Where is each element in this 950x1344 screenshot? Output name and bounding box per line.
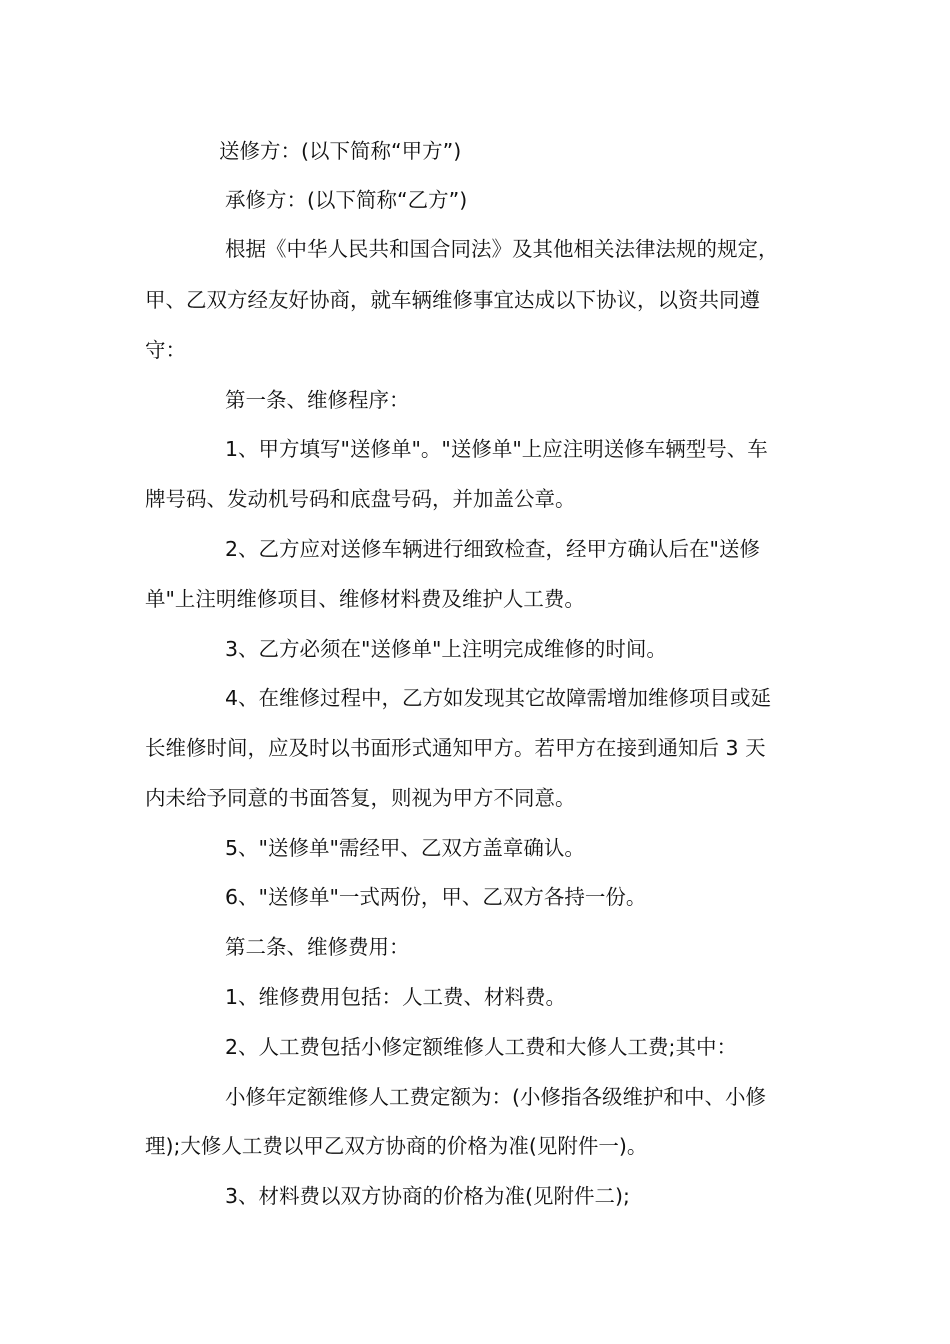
- article-1-item-2-line-2: 单"上注明维修项目、维修材料费及维护人工费。: [145, 587, 585, 611]
- article-1-heading: 第一条、维修程序：: [225, 388, 410, 412]
- article-1-item-1-line-2: 牌号码、发动机号码和底盘号码，并加盖公章。: [145, 487, 576, 511]
- article-1-item-1-line-1: 1、甲方填写"送修单"。"送修单"上应注明送修车辆型号、车: [225, 437, 768, 461]
- article-2-item-3: 3、材料费以双方协商的价格为准(见附件二);: [225, 1184, 630, 1208]
- article-2-item-1: 1、维修费用包括：人工费、材料费。: [225, 985, 567, 1009]
- article-2-heading: 第二条、维修费用：: [225, 935, 410, 959]
- article-2-item-2-detail-line-2: 理);大修人工费以甲乙双方协商的价格为准(见附件一)。: [145, 1134, 648, 1158]
- article-1-item-5: 5、"送修单"需经甲、乙双方盖章确认。: [225, 836, 585, 860]
- article-1-item-4-line-2: 长维修时间，应及时以书面形式通知甲方。若甲方在接到通知后 3 天: [145, 736, 766, 760]
- article-1-item-3: 3、乙方必须在"送修单"上注明完成维修的时间。: [225, 637, 667, 661]
- article-2-item-2: 2、人工费包括小修定额维修人工费和大修人工费;其中：: [225, 1035, 737, 1059]
- preamble-line-2: 甲、乙双方经友好协商，就车辆维修事宜达成以下协议，以资共同遵: [145, 288, 760, 312]
- preamble-line-1: 根据《中华人民共和国合同法》及其他相关法律法规的规定，: [225, 237, 779, 261]
- preamble-line-3: 守：: [145, 338, 186, 362]
- article-1-item-6: 6、"送修单"一式两份，甲、乙双方各持一份。: [225, 885, 647, 909]
- article-1-item-4-line-1: 4、在维修过程中，乙方如发现其它故障需增加维修项目或延: [225, 686, 772, 710]
- party-b-line: 承修方：(以下简称“乙方”): [225, 188, 468, 212]
- party-a-line: 送修方：(以下简称“甲方”): [219, 139, 462, 163]
- article-1-item-2-line-1: 2、乙方应对送修车辆进行细致检查，经甲方确认后在"送修: [225, 537, 760, 561]
- article-1-item-4-line-3: 内未给予同意的书面答复，则视为甲方不同意。: [145, 786, 576, 810]
- article-2-item-2-detail-line-1: 小修年定额维修人工费定额为：(小修指各级维护和中、小修: [225, 1085, 766, 1109]
